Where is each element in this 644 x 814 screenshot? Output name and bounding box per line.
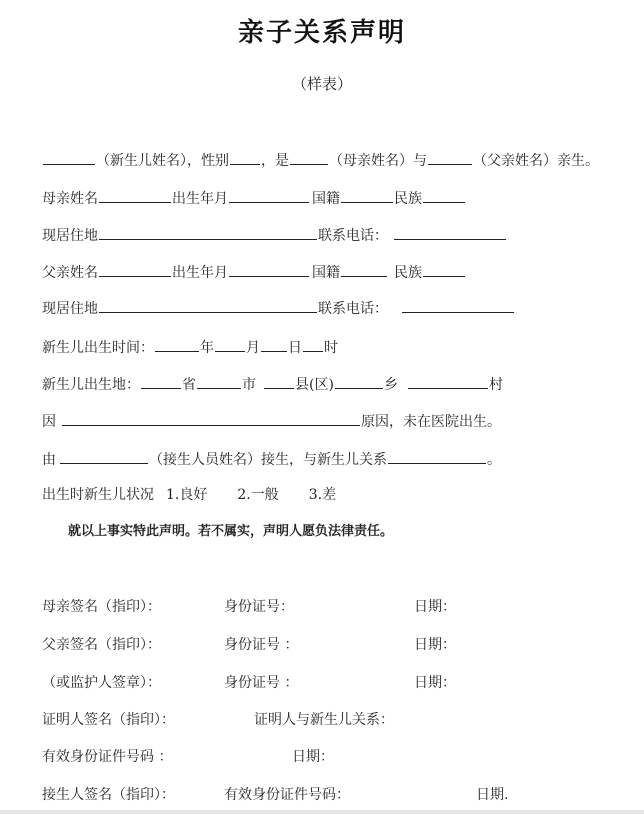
birth-county-field[interactable]: [264, 374, 294, 389]
guardian-signature-label: （或监护人签章）：: [42, 675, 161, 691]
witness-signature-label: 证明人签名（指印）：: [42, 712, 175, 728]
deliverer-relation-field[interactable]: [388, 449, 486, 464]
mother-phone-field[interactable]: [394, 225, 506, 240]
statement-line: （新生儿姓名），性别 ，是 （母亲姓名）与 （父亲姓名）亲生。: [42, 150, 599, 170]
birth-province-field[interactable]: [141, 374, 181, 389]
guardian-id-label: 身份证号 ：: [224, 675, 299, 691]
birth-city-field[interactable]: [197, 374, 241, 389]
page-title: 亲子关系声明: [237, 18, 406, 48]
birth-year-field[interactable]: [155, 337, 199, 352]
mother-nationality-field[interactable]: [341, 188, 393, 203]
witness-id-label: 有效身份证件号码 ：: [42, 749, 173, 765]
reason-row: 因 原因，未在医院出生。: [42, 411, 501, 431]
condition-option-good[interactable]: 1.良好: [166, 487, 208, 503]
father-phone-field[interactable]: [402, 298, 514, 313]
witness-date-label: 日期：: [292, 749, 334, 765]
mother-signature-label: 母亲签名（指印）：: [42, 599, 161, 615]
condition-option-poor[interactable]: 3.差: [308, 487, 337, 503]
newborn-condition-row: 出生时新生儿状况 1.良好 2.一般 3.差: [42, 487, 337, 503]
father-info-row: 父亲姓名 出生年月 国籍 民族: [42, 262, 466, 282]
condition-option-average[interactable]: 2.一般: [237, 487, 279, 503]
page-bottom-edge: [0, 810, 644, 814]
deliverer-id-label: 有效身份证件号码：: [224, 787, 350, 803]
father-signature-label: 父亲签名（指印）：: [42, 637, 161, 653]
reason-field[interactable]: [62, 411, 360, 426]
declaration-text: 就以上事实特此声明。若不属实，声明人愿负法律责任。: [68, 524, 394, 539]
witness-relation-label: 证明人与新生儿关系：: [254, 712, 394, 728]
birth-village-field[interactable]: [408, 374, 488, 389]
mother-ethnicity-field[interactable]: [423, 188, 465, 203]
mother-address-row: 现居住地 联系电话：: [42, 225, 507, 245]
father-address-field[interactable]: [99, 298, 317, 313]
birth-day-field[interactable]: [261, 337, 287, 352]
mother-id-label: 身份证号：: [224, 599, 294, 615]
page-subtitle: （样表）: [291, 75, 352, 93]
mother-address-field[interactable]: [99, 225, 317, 240]
birth-place-row: 新生儿出生地： 省 市 县(区) 乡 村: [42, 374, 503, 394]
birth-township-field[interactable]: [335, 374, 383, 389]
birth-time-row: 新生儿出生时间： 年 月 日 时: [42, 337, 338, 357]
father-ethnicity-field[interactable]: [423, 262, 465, 277]
birth-month-field[interactable]: [215, 337, 245, 352]
father-nationality-field[interactable]: [341, 262, 387, 277]
mother-date-label: 日期：: [414, 599, 456, 615]
birth-hour-field[interactable]: [303, 337, 323, 352]
father-name-blank[interactable]: [428, 150, 472, 165]
mother-info-row: 母亲姓名 出生年月 国籍 民族: [42, 188, 466, 208]
deliverer-row: 由 （接生人员姓名）接生，与新生儿关系 。: [42, 449, 501, 469]
child-name-blank[interactable]: [43, 150, 95, 165]
deliverer-signature-label: 接生人签名（指印）：: [42, 787, 175, 803]
mother-birth-field[interactable]: [229, 188, 309, 203]
father-date-label: 日期：: [414, 637, 456, 653]
father-id-label: 身份证号 ：: [224, 637, 299, 653]
mother-name-blank[interactable]: [290, 150, 328, 165]
deliverer-name-field[interactable]: [60, 449, 148, 464]
mother-name-field[interactable]: [99, 188, 171, 203]
father-birth-field[interactable]: [229, 262, 309, 277]
father-name-field[interactable]: [99, 262, 171, 277]
gender-blank[interactable]: [230, 150, 260, 165]
guardian-date-label: 日期：: [414, 675, 456, 691]
father-address-row: 现居住地 联系电话：: [42, 298, 515, 318]
deliverer-date-label: 日期.: [476, 787, 509, 803]
